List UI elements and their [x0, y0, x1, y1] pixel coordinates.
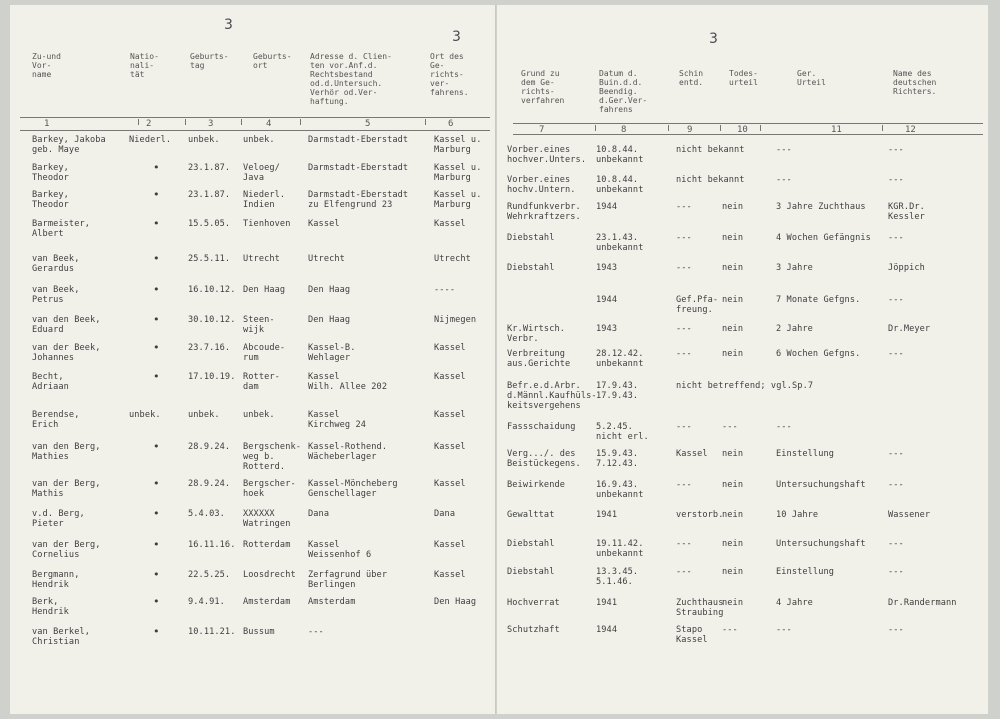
table-cell: Kassel Weissenhof 6: [308, 540, 372, 560]
table-cell: Bergschenk- weg b. Rotterd.: [243, 442, 302, 472]
table-cell: Gewalttat: [507, 510, 555, 520]
table-cell: Kassel: [434, 540, 466, 550]
table-cell: nein: [722, 263, 744, 273]
table-cell: ---: [888, 145, 904, 155]
table-cell: 16.11.16.: [188, 540, 236, 550]
table-cell: Utrecht: [243, 254, 280, 264]
table-cell: Befr.e.d.Arbr. d.Männl.Kaufhüls- keitsvergehens: [507, 381, 597, 411]
table-cell: 1944: [596, 295, 618, 305]
table-cell: Einstellung: [776, 449, 835, 459]
table-cell: nein: [722, 567, 744, 577]
table-cell: •: [153, 625, 160, 638]
table-cell: van den Berg, Mathies: [32, 442, 101, 462]
table-cell: 30.10.12.: [188, 315, 236, 325]
table-cell: Rotter- dam: [243, 372, 280, 392]
table-cell: ---: [676, 539, 692, 549]
table-cell: nein: [722, 480, 744, 490]
column-number: 8: [621, 125, 627, 135]
column-divider: [300, 119, 301, 125]
column-number: 11: [831, 125, 842, 135]
table-cell: Kassel: [434, 410, 466, 420]
table-cell: Untersuchungshaft: [776, 480, 866, 490]
table-cell: 1943: [596, 263, 618, 273]
table-cell: ---: [888, 539, 904, 549]
table-cell: ---: [888, 233, 904, 243]
column-divider: [760, 125, 761, 131]
table-cell: Niederl. Indien: [243, 190, 286, 210]
table-cell: 16.9.43. unbekannt: [596, 480, 644, 500]
table-cell: Kassel Kirchweg 24: [308, 410, 367, 430]
table-cell: 1941: [596, 598, 618, 608]
column-divider: [185, 119, 186, 125]
table-cell: Kassel-Möncheberg Genschellager: [308, 479, 398, 499]
table-cell: unbek.: [243, 135, 275, 145]
column-number: 3: [208, 119, 214, 129]
table-cell: Vorber.eines hochv.Untern.: [507, 175, 576, 195]
table-cell: Zerfagrund über Berlingen: [308, 570, 388, 590]
header-rule: [513, 123, 983, 124]
column-header: Natio- nali- tät: [130, 52, 159, 79]
table-cell: Becht, Adriaan: [32, 372, 69, 392]
table-cell: •: [153, 341, 160, 354]
table-cell: v.d. Berg, Pieter: [32, 509, 85, 529]
table-cell: nicht bekannt: [676, 175, 745, 185]
table-cell: Diebstahl: [507, 567, 555, 577]
table-cell: 28.12.42. unbekannt: [596, 349, 644, 369]
table-cell: 4 Wochen Gefängnis: [776, 233, 871, 243]
table-cell: nein: [722, 324, 744, 334]
table-cell: Verg.../. des Beistückegens.: [507, 449, 581, 469]
left-register-page: [10, 5, 496, 714]
column-number: 6: [448, 119, 454, 129]
table-cell: ----: [434, 285, 456, 295]
page-mark: 3: [709, 31, 718, 47]
table-cell: Darmstadt-Eberstadt: [308, 163, 409, 173]
table-cell: 5.2.45. nicht erl.: [596, 422, 649, 442]
header-rule: [20, 130, 490, 131]
table-cell: •: [153, 252, 160, 265]
column-header: Ort des Ge- richts- ver- fahrens.: [430, 52, 469, 97]
table-cell: Berk, Hendrik: [32, 597, 69, 617]
table-cell: Kassel Wilh. Allee 202: [308, 372, 388, 392]
column-header: Geburts- tag: [190, 52, 229, 70]
table-cell: Diebstahl: [507, 539, 555, 549]
column-number: 12: [905, 125, 916, 135]
table-cell: ---: [676, 349, 692, 359]
table-cell: van der Beek, Johannes: [32, 343, 101, 363]
table-cell: ---: [888, 625, 904, 635]
table-cell: ---: [676, 480, 692, 490]
table-cell: 13.3.45. 5.1.46.: [596, 567, 639, 587]
table-cell: Diebstahl: [507, 233, 555, 243]
table-cell: 23.7.16.: [188, 343, 231, 353]
table-cell: van Berkel, Christian: [32, 627, 91, 647]
table-cell: Berendse, Erich: [32, 410, 80, 430]
table-cell: KGR.Dr. Kessler: [888, 202, 925, 222]
table-cell: 16.10.12.: [188, 285, 236, 295]
table-cell: 28.9.24.: [188, 442, 231, 452]
table-cell: Kassel: [434, 219, 466, 229]
table-cell: 6 Wochen Gefgns.: [776, 349, 861, 359]
table-cell: 10.8.44. unbekannt: [596, 145, 644, 165]
column-divider: [595, 125, 596, 131]
table-cell: Dr.Randermann: [888, 598, 957, 608]
column-header: Ger. Urteil: [797, 69, 826, 87]
table-cell: Kassel: [434, 372, 466, 382]
table-cell: Bussum: [243, 627, 275, 637]
table-cell: van Beek, Gerardus: [32, 254, 80, 274]
table-cell: Verbreitung aus.Gerichte: [507, 349, 571, 369]
table-cell: ---: [888, 349, 904, 359]
column-divider: [138, 119, 139, 125]
table-cell: Kassel u. Marburg: [434, 190, 482, 210]
column-header: Name des deutschen Richters.: [893, 69, 937, 96]
table-cell: Barmeister, Albert: [32, 219, 91, 239]
table-cell: van der Berg, Mathis: [32, 479, 101, 499]
column-divider: [425, 119, 426, 125]
page-mark: 3: [452, 29, 461, 45]
table-cell: Niederl.: [129, 135, 172, 145]
table-cell: 1944: [596, 202, 618, 212]
table-cell: van der Berg, Cornelius: [32, 540, 101, 560]
header-rule: [20, 117, 490, 118]
table-cell: unbek.: [188, 410, 220, 420]
table-cell: Rotterdam: [243, 540, 291, 550]
table-cell: nein: [722, 598, 744, 608]
column-number: 10: [737, 125, 748, 135]
table-cell: Bergmann, Hendrik: [32, 570, 80, 590]
table-cell: 5.4.03.: [188, 509, 225, 519]
table-cell: •: [153, 313, 160, 326]
table-cell: ---: [776, 422, 792, 432]
table-cell: Kassel: [434, 343, 466, 353]
table-cell: 28.9.24.: [188, 479, 231, 489]
table-cell: 10.11.21.: [188, 627, 236, 637]
table-cell: 1944: [596, 625, 618, 635]
table-cell: Untersuchungshaft: [776, 539, 866, 549]
table-cell: 22.5.25.: [188, 570, 231, 580]
table-cell: ---: [676, 233, 692, 243]
table-cell: Amsterdam: [243, 597, 291, 607]
column-number: 2: [146, 119, 152, 129]
table-cell: •: [153, 440, 160, 453]
table-cell: XXXXXX Watringen: [243, 509, 291, 529]
table-cell: 10.8.44. unbekannt: [596, 175, 644, 195]
table-cell: ---: [776, 625, 792, 635]
table-cell: Zuchthaus Straubing: [676, 598, 724, 618]
table-cell: ---: [888, 449, 904, 459]
table-cell: 25.5.11.: [188, 254, 231, 264]
table-cell: ---: [722, 422, 738, 432]
table-cell: ---: [676, 324, 692, 334]
table-cell: Kassel u. Marburg: [434, 163, 482, 183]
table-cell: 1941: [596, 510, 618, 520]
table-cell: ---: [676, 263, 692, 273]
table-cell: Kassel: [308, 219, 340, 229]
table-cell: •: [153, 188, 160, 201]
column-number: 9: [687, 125, 693, 135]
table-cell: Amsterdam: [308, 597, 356, 607]
table-cell: Dana: [308, 509, 330, 519]
column-number: 4: [266, 119, 272, 129]
table-cell: 7 Monate Gefgns.: [776, 295, 861, 305]
table-cell: Den Haag: [308, 285, 351, 295]
table-cell: •: [153, 217, 160, 230]
table-cell: 15.5.05.: [188, 219, 231, 229]
column-header: Adresse d. Clien- ten vor.Anf.d. Rechtsbestand od.d.Untersuch. Verhör od.Ver- haftung.: [310, 52, 392, 106]
table-cell: Einstellung: [776, 567, 835, 577]
table-cell: 23.1.87.: [188, 190, 231, 200]
column-number: 7: [539, 125, 545, 135]
table-cell: 4 Jahre: [776, 598, 813, 608]
table-cell: 3 Jahre Zuchthaus: [776, 202, 866, 212]
table-cell: ---: [676, 567, 692, 577]
table-cell: unbek.: [188, 135, 220, 145]
table-cell: •: [153, 161, 160, 174]
table-cell: ---: [888, 567, 904, 577]
table-cell: ---: [776, 175, 792, 185]
table-cell: Den Haag: [243, 285, 286, 295]
table-cell: Dr.Meyer: [888, 324, 931, 334]
table-cell: Utrecht: [434, 254, 471, 264]
table-cell: Darmstadt-Eberstadt: [308, 135, 409, 145]
table-cell: van Beek, Petrus: [32, 285, 80, 305]
table-cell: Schutzhaft: [507, 625, 560, 635]
table-cell: Beiwirkende: [507, 480, 566, 490]
table-cell: nein: [722, 510, 744, 520]
table-cell: •: [153, 595, 160, 608]
table-cell: 15.9.43. 7.12.43.: [596, 449, 639, 469]
column-divider: [720, 125, 721, 131]
table-cell: Kassel-B. Wehlager: [308, 343, 356, 363]
table-cell: •: [153, 538, 160, 551]
table-cell: ---: [888, 480, 904, 490]
table-cell: •: [153, 477, 160, 490]
column-divider: [882, 125, 883, 131]
column-header: Geburts- ort: [253, 52, 292, 70]
table-cell: Bergscher- hoek: [243, 479, 296, 499]
column-header: Zu-und Vor- name: [32, 52, 61, 79]
column-divider: [241, 119, 242, 125]
table-cell: 3 Jahre: [776, 263, 813, 273]
table-cell: ---: [776, 145, 792, 155]
column-number: 1: [44, 119, 50, 129]
table-cell: Veloeg/ Java: [243, 163, 280, 183]
table-cell: nicht bekannt: [676, 145, 745, 155]
table-cell: 2 Jahre: [776, 324, 813, 334]
table-cell: 19.11.42. unbekannt: [596, 539, 644, 559]
table-cell: Fassschaidung: [507, 422, 576, 432]
table-cell: Barkey, Jakoba geb. Maye: [32, 135, 106, 155]
table-cell: Den Haag: [434, 597, 477, 607]
table-cell: Wassener: [888, 510, 931, 520]
header-rule: [513, 134, 983, 135]
column-divider: [668, 125, 669, 131]
table-cell: nein: [722, 539, 744, 549]
table-cell: Kr.Wirtsch. Verbr.: [507, 324, 566, 344]
table-cell: Kassel: [434, 570, 466, 580]
table-cell: •: [153, 568, 160, 581]
table-cell: •: [153, 283, 160, 296]
right-register-page: [497, 5, 988, 714]
table-cell: Dana: [434, 509, 456, 519]
table-cell: Vorber.eines hochver.Unters.: [507, 145, 587, 165]
table-cell: verstorb.: [676, 510, 724, 520]
table-cell: Abcoude- rum: [243, 343, 286, 363]
column-header: Todes- urteil: [729, 69, 758, 87]
page-mark: 3: [224, 17, 233, 33]
table-cell: •: [153, 370, 160, 383]
table-cell: Barkey, Theodor: [32, 190, 69, 210]
table-cell: Rundfunkverbr. Wehrkraftzers.: [507, 202, 581, 222]
table-cell: Gef.Pfa- freung.: [676, 295, 719, 315]
table-cell: nein: [722, 295, 744, 305]
table-cell: Kassel u. Marburg: [434, 135, 482, 155]
column-number: 5: [365, 119, 371, 129]
table-cell: Stapo Kassel: [676, 625, 708, 645]
table-cell: Kassel: [434, 442, 466, 452]
table-cell: Den Haag: [308, 315, 351, 325]
table-cell: unbek.: [129, 410, 161, 420]
table-cell: unbek.: [243, 410, 275, 420]
table-cell: Nijmegen: [434, 315, 477, 325]
table-cell: ---: [888, 295, 904, 305]
table-cell: nein: [722, 349, 744, 359]
table-cell: Tienhoven: [243, 219, 291, 229]
table-cell: 1943: [596, 324, 618, 334]
table-cell: Loosdrecht: [243, 570, 296, 580]
table-cell: 10 Jahre: [776, 510, 819, 520]
table-cell: Hochverrat: [507, 598, 560, 608]
table-cell: •: [153, 507, 160, 520]
table-cell: Darmstadt-Eberstadt zu Elfengrund 23: [308, 190, 409, 210]
column-header: Datum d. Buin.d.d. Beendig. d.Ger.Ver- fahrens: [599, 69, 648, 114]
table-cell: Diebstahl: [507, 263, 555, 273]
table-cell: Kassel: [434, 479, 466, 489]
table-cell: ---: [308, 627, 324, 637]
table-cell: Utrecht: [308, 254, 345, 264]
column-header: Schin entd.: [679, 69, 704, 87]
table-cell: 9.4.91.: [188, 597, 225, 607]
table-cell: nein: [722, 202, 744, 212]
table-cell: nicht betreffend; vgl.Sp.7: [676, 381, 814, 391]
table-cell: nein: [722, 449, 744, 459]
table-cell: van den Beek, Eduard: [32, 315, 101, 335]
table-cell: ---: [676, 202, 692, 212]
column-header: Grund zu dem Ge- richts- verfahren: [521, 69, 565, 105]
table-cell: 23.1.87.: [188, 163, 231, 173]
table-cell: Steen- wijk: [243, 315, 275, 335]
table-cell: ---: [722, 625, 738, 635]
table-cell: Kassel-Rothend. Wächeberlager: [308, 442, 388, 462]
table-cell: ---: [888, 175, 904, 185]
table-cell: Jöppich: [888, 263, 925, 273]
table-cell: 17.10.19.: [188, 372, 236, 382]
table-cell: nein: [722, 233, 744, 243]
table-cell: Kassel: [676, 449, 708, 459]
table-cell: Barkey, Theodor: [32, 163, 69, 183]
table-cell: 17.9.43. 17.9.43.: [596, 381, 639, 401]
table-cell: 23.1.43. unbekannt: [596, 233, 644, 253]
table-cell: ---: [676, 422, 692, 432]
